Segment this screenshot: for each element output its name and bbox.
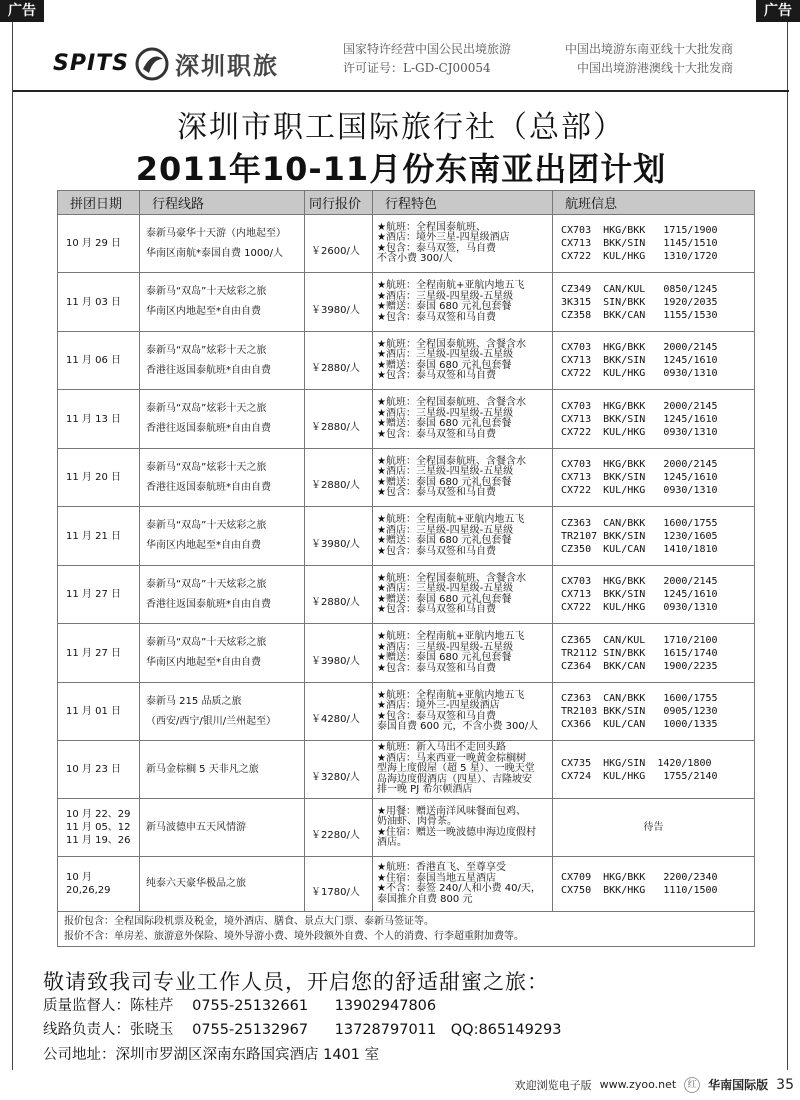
footer-url[interactable]: www.zyoo.net bbox=[599, 1078, 677, 1091]
tour-features bbox=[373, 741, 553, 799]
flight-line: CX722 KUL/HKG 0930/1310 bbox=[561, 602, 718, 613]
tour-features bbox=[373, 857, 553, 912]
departure-date: 11 月 20 日 bbox=[58, 449, 140, 507]
license-number: 许可证号：L-GD-CJ00054 bbox=[343, 61, 491, 75]
logo-swirl-icon bbox=[135, 47, 169, 81]
flight-line: CZ363 CAN/BKK 1600/1755 bbox=[561, 517, 718, 529]
flight-line: CX722 KUL/HKG 0930/1310 bbox=[561, 426, 718, 438]
feature-line: 型海上度假屋（超 5 星）、一晚天堂 bbox=[377, 763, 535, 775]
flight-info bbox=[553, 507, 755, 566]
feature-line: ★航班：全程国泰航班、含餐含水 bbox=[377, 572, 526, 584]
table-row bbox=[58, 332, 755, 390]
route-line: 泰新马豪华十天游（内地起至） bbox=[146, 227, 286, 239]
price: ￥2880/人 bbox=[305, 332, 373, 390]
leader-contact bbox=[43, 1018, 562, 1039]
route-line: 香港往返国泰航班*自由自费 bbox=[146, 364, 271, 376]
feature-line: ★航班：全程南航+亚航内地五飞 bbox=[377, 514, 525, 525]
price-notes bbox=[58, 912, 755, 947]
tour-features bbox=[373, 215, 553, 273]
supervisor-phone[interactable]: 0755-25132661 bbox=[192, 998, 309, 1014]
table-row bbox=[58, 741, 755, 799]
feature-line: 奶油虾、肉骨茶。 bbox=[377, 816, 457, 827]
flight-line: CX713 BKK/SIN 1245/1610 bbox=[561, 472, 718, 483]
feature-line: ★赠送：泰国 680 元礼包套餐 bbox=[377, 593, 512, 605]
feature-line: ★包含：泰马双签和马自费 bbox=[377, 662, 496, 674]
flight-line: CX722 KUL/HKG 0930/1310 bbox=[561, 368, 718, 379]
price: ￥3280/人 bbox=[305, 741, 373, 799]
table-row bbox=[58, 273, 755, 332]
flight-line: 待告 bbox=[643, 822, 664, 833]
feature-line: 排一晚 PJ 希尔顿酒店 bbox=[377, 784, 473, 796]
departure-date: 11 月 03 日 bbox=[58, 273, 140, 332]
route-name bbox=[140, 799, 305, 857]
table-row bbox=[58, 390, 755, 449]
departure-date: 11 月 13 日 bbox=[58, 390, 140, 449]
flight-line: CX703 HKG/BKK 1715/1900 bbox=[561, 225, 718, 236]
ranking-line: 中国出境游东南亚线十大批发商 bbox=[565, 42, 734, 56]
feature-line: ★酒店：三星级-四星级-五星级 bbox=[377, 583, 514, 594]
feature-line: ★酒店：境外三星-四星级酒店 bbox=[377, 232, 510, 243]
feature-line: ★酒店：三星级-四星级-五星级 bbox=[377, 466, 514, 477]
route-name bbox=[140, 741, 305, 799]
route-line: 泰新马“双岛”炫彩十天之旅 bbox=[146, 403, 267, 414]
departure-date: 10 月 22、29 11 月 05、12 11 月 19、26 bbox=[58, 799, 140, 857]
feature-line: ★赠送：泰国 680 元礼包套餐 bbox=[377, 535, 512, 546]
feature-line: ★包含：泰马双签，马自费 bbox=[377, 242, 496, 254]
route-name bbox=[140, 332, 305, 390]
ranking-info bbox=[565, 40, 733, 78]
route-name bbox=[140, 566, 305, 624]
flight-line: CX713 BKK/SIN 1145/1510 bbox=[561, 238, 718, 249]
flight-line: CX713 BKK/SIN 1245/1610 bbox=[561, 589, 718, 600]
flight-line: CX703 HKG/BKK 2000/2145 bbox=[561, 342, 718, 353]
price: ￥2880/人 bbox=[305, 566, 373, 624]
departure-date: 11 月 01 日 bbox=[58, 683, 140, 741]
ad-label-left: 广告 bbox=[0, 0, 44, 22]
feature-line: ★酒店：马来西亚一晚黄金棕榈树 bbox=[377, 752, 526, 764]
table-row bbox=[58, 624, 755, 683]
feature-line: ★航班：全程南航+亚航内地五飞 bbox=[377, 689, 525, 701]
logo[interactable] bbox=[53, 46, 279, 81]
route-name bbox=[140, 683, 305, 741]
departure-date: 10 月 29 日 bbox=[58, 215, 140, 273]
feature-line: ★住宿：泰国当地五星酒店 bbox=[377, 872, 496, 884]
column-header: 拼团日期 bbox=[58, 191, 140, 215]
feature-line: ★包含：泰马双签和马自费 bbox=[377, 311, 496, 323]
feature-line: 泰国自费 600 元，不含小费 300/人 bbox=[377, 721, 539, 732]
route-line: 华南区内地起至*自由自费 bbox=[146, 306, 261, 317]
route-line: 香港往返国泰航班*自由自费 bbox=[146, 481, 271, 493]
route-line: 泰新马“双岛”十天炫彩之旅 bbox=[146, 637, 267, 648]
flight-line: CZ349 CAN/KUL 0850/1245 bbox=[561, 283, 718, 295]
departure-date: 10 月 23 日 bbox=[58, 741, 140, 799]
flight-line: CX366 KUL/CAN 1000/1335 bbox=[561, 719, 718, 730]
departure-date: 11 月 21 日 bbox=[58, 507, 140, 566]
flight-line: CZ358 BKK/CAN 1155/1530 bbox=[561, 309, 718, 321]
table-row bbox=[58, 857, 755, 912]
table-row bbox=[58, 566, 755, 624]
departure-date: 11 月 27 日 bbox=[58, 624, 140, 683]
feature-line: ★酒店：三星级-四星级-五星级 bbox=[377, 524, 514, 536]
feature-line: ★赠送：泰国 680 元礼包套餐 bbox=[377, 301, 512, 312]
price: ￥2280/人 bbox=[305, 799, 373, 857]
flight-info bbox=[553, 741, 755, 799]
feature-line: 岛海边度假酒店（四星）、吉隆坡安 bbox=[377, 773, 532, 785]
leader-qq[interactable]: QQ:865149293 bbox=[450, 1022, 562, 1038]
departure-date: 11 月 06 日 bbox=[58, 332, 140, 390]
feature-line: ★酒店：三星级-四星级-五星级 bbox=[377, 641, 514, 653]
feature-line: ★航班：全程南航+亚航内地五飞 bbox=[377, 631, 525, 642]
feature-line: ★航班：香港直飞、至尊享受 bbox=[377, 862, 506, 873]
flight-info bbox=[553, 683, 755, 741]
price: ￥2600/人 bbox=[305, 215, 373, 273]
company-address: 公司地址：深圳市罗湖区深南东路国宾酒店 1401 室 bbox=[43, 1047, 380, 1063]
feature-line: ★航班：全程南航+亚航内地五飞 bbox=[377, 280, 525, 291]
feature-line: 泰国推介自费 800 元 bbox=[377, 893, 473, 905]
tour-features bbox=[373, 507, 553, 566]
tour-features bbox=[373, 566, 553, 624]
table-row bbox=[58, 449, 755, 507]
column-header: 航班信息 bbox=[553, 191, 755, 215]
feature-line: ★航班：全程国泰航班、含餐含水 bbox=[377, 338, 526, 350]
footer-welcome: 欢迎浏览电子版 bbox=[514, 1078, 592, 1092]
flight-line: CX703 HKG/BKK 2000/2145 bbox=[561, 400, 718, 412]
feature-line: ★包含：泰马双签和马自费 bbox=[377, 710, 496, 722]
feature-line: ★包含：泰马双签和马自费 bbox=[377, 487, 496, 498]
notes-row bbox=[58, 912, 755, 947]
flight-line: CX713 BKK/SIN 1245/1610 bbox=[561, 413, 718, 425]
feature-line: 酒店。 bbox=[377, 837, 407, 848]
route-name bbox=[140, 215, 305, 273]
ad-label-right: 广告 bbox=[756, 0, 800, 22]
route-line: （西安/西宁/银川/兰州起至） bbox=[146, 715, 277, 727]
flight-line: TR2103 BKK/SIN 0905/1230 bbox=[561, 706, 718, 717]
route-line: 新马金棕榈 5 天非凡之旅 bbox=[146, 763, 259, 775]
company-title: 深圳市职工国际旅行社（总部） bbox=[177, 110, 625, 145]
feature-line: ★航班：全程国泰航班、含餐含水 bbox=[377, 455, 526, 467]
feature-line: ★酒店：三星级-四星级-五星级 bbox=[377, 349, 514, 360]
feature-line: ★酒店：三星级-四星级-五星级 bbox=[377, 290, 514, 302]
flight-line: CX724 KUL/HKG 1755/2140 bbox=[561, 770, 718, 782]
tour-features bbox=[373, 624, 553, 683]
table-row bbox=[58, 215, 755, 273]
flight-info bbox=[553, 215, 755, 273]
feature-line: ★航班：全程国泰航班、含餐含水 bbox=[377, 397, 526, 408]
flight-line: CZ365 CAN/KUL 1710/2100 bbox=[561, 634, 718, 646]
supervisor-contact bbox=[43, 994, 436, 1015]
route-line: 华南区内地起至*自由自费 bbox=[146, 540, 261, 551]
flight-info bbox=[553, 799, 755, 857]
route-line: 泰新马“双岛”十天炫彩之旅 bbox=[146, 520, 267, 531]
route-line: 香港往返国泰航班*自由自费 bbox=[146, 598, 271, 610]
route-name bbox=[140, 857, 305, 912]
route-line: 泰新马“双岛”十天炫彩之旅 bbox=[146, 286, 267, 297]
header bbox=[13, 32, 789, 92]
route-line: 新马波德申五天风情游 bbox=[146, 821, 246, 833]
flight-line: TR2107 BKK/SIN 1230/1605 bbox=[561, 530, 718, 542]
tour-features bbox=[373, 799, 553, 857]
feature-line: ★航班：全程国泰航班、 bbox=[377, 221, 486, 233]
tour-features bbox=[373, 390, 553, 449]
price: ￥2880/人 bbox=[305, 449, 373, 507]
tour-plan-table bbox=[57, 190, 755, 947]
route-name bbox=[140, 449, 305, 507]
note-include: 报价包含：全程国际段机票及税金，境外酒店、膳食、景点大门票、泰新马签证等。 bbox=[64, 916, 434, 927]
price: ￥4280/人 bbox=[305, 683, 373, 741]
flight-line: CX713 BKK/SIN 1245/1610 bbox=[561, 355, 718, 366]
price: ￥2880/人 bbox=[305, 390, 373, 449]
license-line: 国家特许经营中国公民出境旅游 bbox=[343, 42, 512, 56]
plan-title: 2011年10-11月份东南亚出团计划 bbox=[135, 150, 667, 188]
price: ￥1780/人 bbox=[305, 857, 373, 912]
leader-mobile[interactable]: 13728797011 bbox=[334, 1022, 437, 1038]
route-line: 泰新马“双岛”炫彩十天之旅 bbox=[146, 461, 267, 473]
tour-features bbox=[373, 683, 553, 741]
route-line: 香港往返国泰航班*自由自费 bbox=[146, 423, 271, 434]
feature-line: ★不含：泰签 240/人和小费 40/天， bbox=[377, 883, 541, 894]
route-name bbox=[140, 507, 305, 566]
logo-text: SPITS bbox=[53, 51, 130, 76]
route-name bbox=[140, 390, 305, 449]
table-row bbox=[58, 507, 755, 566]
tour-features bbox=[373, 273, 553, 332]
flight-line: 3K315 SIN/BKK 1920/2035 bbox=[561, 296, 718, 308]
feature-line: ★酒店：境外三-四星级酒店 bbox=[377, 700, 500, 711]
feature-line: ★包含：泰马双签和马自费 bbox=[377, 370, 496, 381]
supervisor-mobile[interactable]: 13902947806 bbox=[334, 998, 437, 1014]
flight-info bbox=[553, 857, 755, 912]
flight-info bbox=[553, 332, 755, 390]
leader-label: 线路负责人：张晓玉 bbox=[43, 1022, 174, 1038]
page-footer bbox=[515, 1076, 800, 1093]
flight-line: CX722 KUL/HKG 1310/1720 bbox=[561, 251, 718, 262]
price: ￥3980/人 bbox=[305, 624, 373, 683]
flight-info bbox=[553, 390, 755, 449]
flight-info bbox=[553, 273, 755, 332]
feature-line: ★住宿：赠送一晚波德申海边度假村 bbox=[377, 826, 536, 838]
flight-line: CZ363 CAN/BKK 1600/1755 bbox=[561, 693, 718, 704]
feature-line: ★包含：泰马双签和马自费 bbox=[377, 545, 496, 557]
flight-line: CX735 HKG/SIN 1420/1800 bbox=[561, 757, 712, 769]
column-header: 行程特色 bbox=[373, 191, 553, 215]
feature-line: ★赠送：泰国 680 元礼包套餐 bbox=[377, 418, 512, 429]
feature-line: ★用餐：赠送南洋风味餐面包鸡、 bbox=[377, 805, 526, 817]
feature-line: ★赠送：泰国 680 元礼包套餐 bbox=[377, 359, 512, 371]
feature-line: ★航班：新入马出不走回头路 bbox=[377, 742, 506, 754]
price: ￥3980/人 bbox=[305, 273, 373, 332]
license-info bbox=[343, 40, 511, 78]
slogan: 敬请致我司专业工作人员，开启您的舒适甜蜜之旅： bbox=[43, 970, 549, 994]
flight-line: CX722 KUL/HKG 0930/1310 bbox=[561, 485, 718, 496]
page-frame bbox=[12, 22, 788, 1070]
feature-line: ★赠送：泰国 680 元礼包套餐 bbox=[377, 476, 512, 488]
leader-phone[interactable]: 0755-25132967 bbox=[192, 1022, 309, 1038]
departure-date: 11 月 27 日 bbox=[58, 566, 140, 624]
ranking-line: 中国出境游港澳线十大批发商 bbox=[577, 61, 734, 75]
flight-info bbox=[553, 449, 755, 507]
note-exclude: 报价不含：单房差、旅游意外保险、境外导游小费、境外段额外自费、个人的消费、行李超重附加费等。 bbox=[64, 931, 524, 942]
feature-line: ★赠送：泰国 680 元礼包套餐 bbox=[377, 652, 512, 663]
route-line: 泰新马“双岛”十天炫彩之旅 bbox=[146, 578, 267, 590]
tour-features bbox=[373, 332, 553, 390]
departure-date: 10 月 20,26,29 bbox=[58, 857, 140, 912]
route-line: 泰新马 215 品质之旅 bbox=[146, 695, 242, 707]
flight-info bbox=[553, 566, 755, 624]
page-number: 35 bbox=[776, 1076, 794, 1093]
route-name bbox=[140, 273, 305, 332]
feature-line: ★包含：泰马双签和马自费 bbox=[377, 428, 496, 440]
flight-info bbox=[553, 624, 755, 683]
route-line: 纯泰六天豪华极品之旅 bbox=[146, 878, 246, 889]
logo-chinese-name: 深圳职旅 bbox=[175, 52, 280, 80]
flight-line: CZ364 BKK/CAN 1900/2235 bbox=[561, 660, 718, 672]
table-header-row bbox=[58, 191, 755, 215]
tour-features bbox=[373, 449, 553, 507]
flight-line: CX703 HKG/BKK 2000/2145 bbox=[561, 576, 718, 587]
flight-line: CX709 HKG/BKK 2200/2340 bbox=[561, 872, 718, 883]
route-line: 泰新马“双岛”炫彩十天之旅 bbox=[146, 344, 267, 356]
feature-line: 不含小费 300/人 bbox=[377, 253, 453, 264]
table-row bbox=[58, 799, 755, 857]
feature-line: ★包含：泰马双签和马自费 bbox=[377, 604, 496, 615]
supervisor-label: 质量监督人：陈桂芹 bbox=[43, 998, 174, 1014]
column-header: 同行报价 bbox=[305, 191, 373, 215]
footer-brand: 华南国际版 bbox=[708, 1078, 769, 1092]
footer-emblem-icon: 红 bbox=[684, 1077, 700, 1093]
feature-line: ★酒店：三星级-四星级-五星级 bbox=[377, 407, 514, 419]
flight-line: CX750 BKK/HKG 1110/1500 bbox=[561, 885, 718, 896]
flight-line: CZ350 KUL/CAN 1410/1810 bbox=[561, 543, 718, 555]
route-name bbox=[140, 624, 305, 683]
flight-line: TR2112 SIN/BKK 1615/1740 bbox=[561, 647, 718, 659]
flight-line: CX703 HKG/BKK 2000/2145 bbox=[561, 459, 718, 470]
route-line: 华南区南航*泰国自费 1000/人 bbox=[146, 247, 283, 259]
price: ￥3980/人 bbox=[305, 507, 373, 566]
route-line: 华南区内地起至*自由自费 bbox=[146, 657, 261, 668]
column-header: 行程线路 bbox=[140, 191, 305, 215]
table-row bbox=[58, 683, 755, 741]
